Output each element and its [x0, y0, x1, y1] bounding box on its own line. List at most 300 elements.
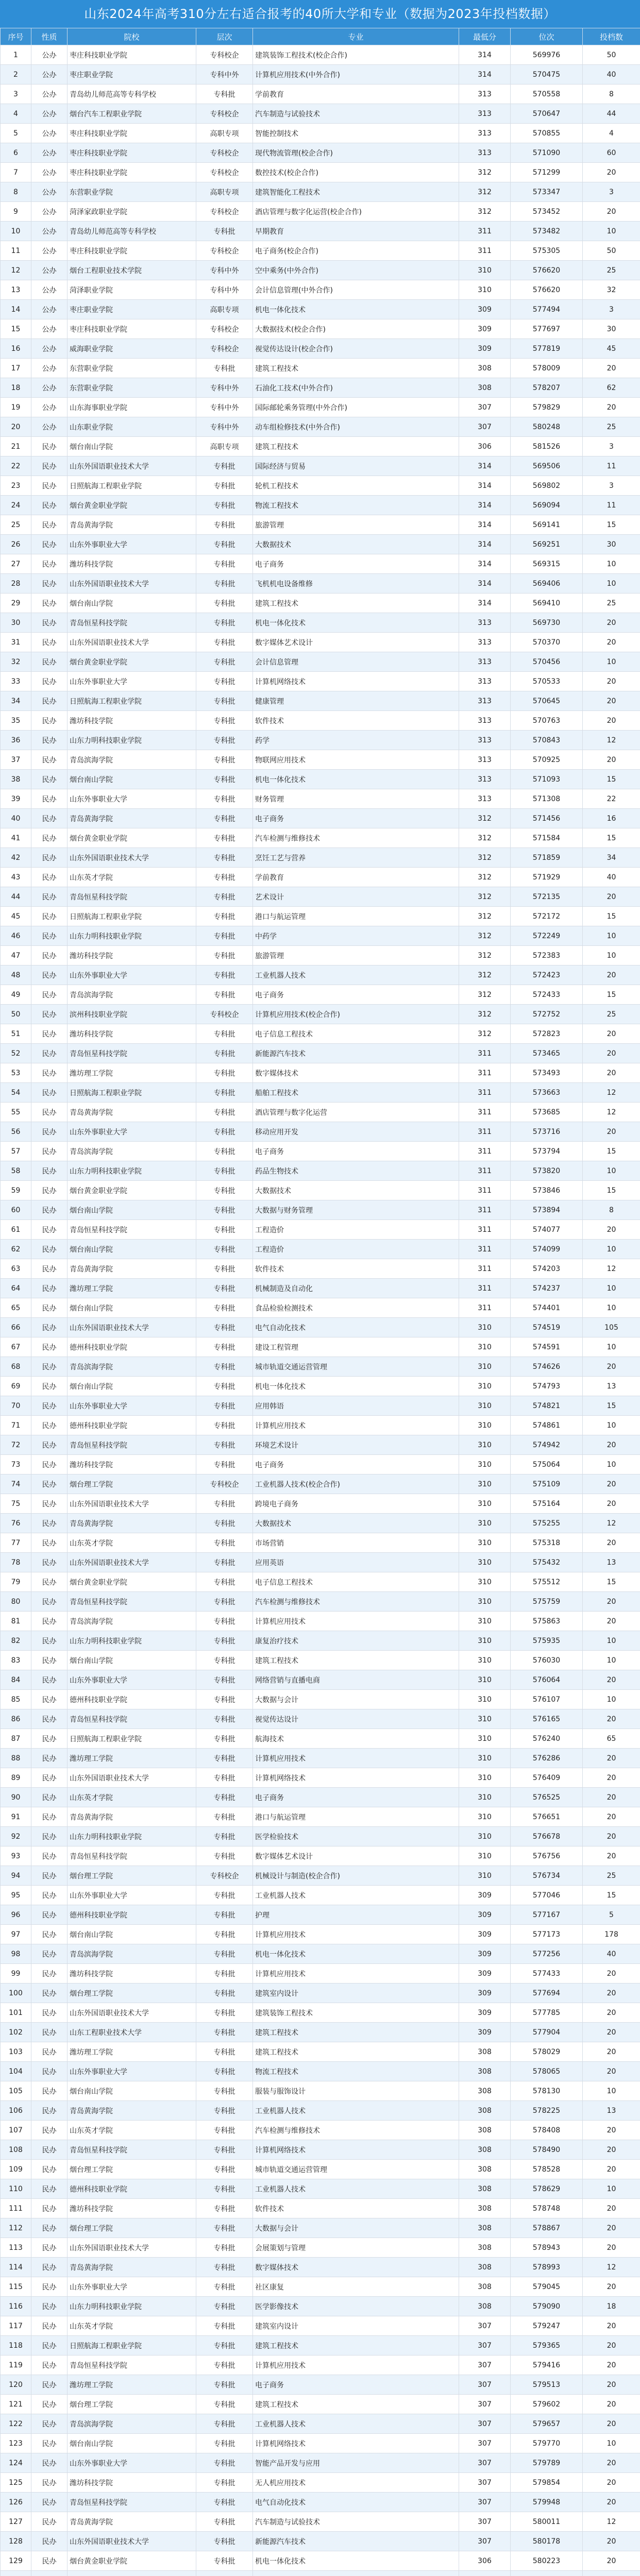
- table-row: [1, 1377, 640, 1396]
- cell-index: 109: [1, 2160, 31, 2179]
- table-row: [1, 1807, 640, 1827]
- cell-type: 公办: [31, 143, 68, 163]
- cell-index: 10: [1, 222, 31, 241]
- cell-type: 民办: [31, 2081, 68, 2101]
- cell-quota: 30: [583, 535, 640, 554]
- table-row: [1, 1612, 640, 1631]
- cell-min-score: 314: [459, 496, 511, 515]
- cell-min-score: 310: [459, 1592, 511, 1612]
- cell-min-score: 311: [459, 1122, 511, 1142]
- cell-school: 潍坊理工学院: [68, 1279, 196, 1298]
- cell-level: 专科批: [196, 1827, 253, 1846]
- cell-school: 山东英才学院: [68, 868, 196, 887]
- cell-school: 烟台南山学院: [68, 1377, 196, 1396]
- cell-major: 港口与航运管理: [253, 907, 459, 926]
- cell-type: 民办: [31, 731, 68, 750]
- cell-type: 民办: [31, 848, 68, 868]
- cell-min-score: 310: [459, 1572, 511, 1592]
- cell-level: 专科批: [196, 2473, 253, 2493]
- table-row: [1, 1435, 640, 1455]
- cell-type: 民办: [31, 2473, 68, 2493]
- cell-school: 青岛黄海学院: [68, 515, 196, 535]
- table-row: [1, 691, 640, 711]
- cell-major: 城市轨道交通运营管理: [253, 1357, 459, 1377]
- cell-quota: 10: [583, 222, 640, 241]
- cell-type: 民办: [31, 1259, 68, 1279]
- cell-index: 22: [1, 456, 31, 476]
- cell-major: 建筑装饰工程技术: [253, 2003, 459, 2023]
- cell-type: 民办: [31, 828, 68, 848]
- cell-level: 专科批: [196, 1259, 253, 1279]
- cell-major: 酒店管理与数字化运营: [253, 1103, 459, 1122]
- cell-index: 5: [1, 124, 31, 143]
- cell-major: 工程造价: [253, 1220, 459, 1240]
- cell-rank: 574237: [511, 1279, 583, 1298]
- cell-quota: 50: [583, 241, 640, 261]
- cell-type: 民办: [31, 1220, 68, 1240]
- cell-rank: 576030: [511, 1651, 583, 1670]
- table-row: [1, 2023, 640, 2042]
- cell-index: 115: [1, 2277, 31, 2297]
- cell-school: 日照航海工程职业学院: [68, 907, 196, 926]
- cell-major: 会展策划与管理: [253, 2238, 459, 2258]
- cell-quota: 20: [583, 1533, 640, 1553]
- cell-major: 软件技术: [253, 1259, 459, 1279]
- table-row: [1, 65, 640, 84]
- cell-type: 民办: [31, 2179, 68, 2199]
- cell-type: 民办: [31, 965, 68, 985]
- cell-index: 99: [1, 1964, 31, 1984]
- cell-rank: 576651: [511, 1807, 583, 1827]
- cell-min-score: 312: [459, 809, 511, 828]
- table-row: [1, 574, 640, 594]
- cell-min-score: 309: [459, 319, 511, 339]
- cell-min-score: 312: [459, 828, 511, 848]
- table-row: [1, 1044, 640, 1063]
- cell-min-score: 308: [459, 378, 511, 398]
- cell-quota: 20: [583, 1964, 640, 1984]
- table-row: [1, 45, 640, 65]
- cell-level: 专科批: [196, 691, 253, 711]
- cell-index: 125: [1, 2473, 31, 2493]
- cell-level: 专科批: [196, 2434, 253, 2453]
- cell-min-score: 313: [459, 104, 511, 124]
- cell-quota: 20: [583, 2023, 640, 2042]
- cell-quota: 12: [583, 1083, 640, 1103]
- cell-index: 7: [1, 163, 31, 182]
- cell-level: 专科批: [196, 652, 253, 672]
- cell-level: 专科批: [196, 985, 253, 1005]
- cell-level: 专科批: [196, 1455, 253, 1475]
- table-row: [1, 926, 640, 946]
- cell-major: 工业机器人技术: [253, 965, 459, 985]
- cell-min-score: 310: [459, 1729, 511, 1749]
- table-row: [1, 1651, 640, 1670]
- cell-min-score: 310: [459, 1788, 511, 1807]
- cell-school: 青岛黄海学院: [68, 2101, 196, 2121]
- cell-quota: 20: [583, 1122, 640, 1142]
- cell-rank: [511, 2571, 583, 2576]
- cell-major: 港口与航运管理: [253, 1807, 459, 1827]
- cell-level: 专科批: [196, 359, 253, 378]
- cell-major: 无人机应用技术: [253, 2473, 459, 2493]
- cell-level: 专科批: [196, 554, 253, 574]
- cell-quota: 10: [583, 1161, 640, 1181]
- cell-rank: 575255: [511, 1514, 583, 1533]
- cell-quota: 3: [583, 300, 640, 319]
- cell-level: 专科批: [196, 1905, 253, 1925]
- cell-type: 民办: [31, 1298, 68, 1318]
- cell-index: 53: [1, 1063, 31, 1083]
- cell-min-score: 310: [459, 1553, 511, 1572]
- cell-school: 日照航海工程职业学院: [68, 476, 196, 496]
- cell-quota: 12: [583, 731, 640, 750]
- cell-quota: 20: [583, 613, 640, 633]
- cell-level: 专科批: [196, 1944, 253, 1964]
- table-row: [1, 1964, 640, 1984]
- cell-level: 专科批: [196, 887, 253, 907]
- cell-min-score: 313: [459, 672, 511, 691]
- cell-index: 117: [1, 2316, 31, 2336]
- cell-index: 98: [1, 1944, 31, 1964]
- cell-major: 建筑智能化工程技术: [253, 182, 459, 202]
- cell-school: 青岛恒星科技学院: [68, 2493, 196, 2512]
- cell-level: 专科批: [196, 633, 253, 652]
- table-row: [1, 1063, 640, 1083]
- cell-min-score: 312: [459, 907, 511, 926]
- cell-type: 民办: [31, 1651, 68, 1670]
- table-row: [1, 2218, 640, 2238]
- cell-index: 94: [1, 1866, 31, 1886]
- cell-type: 民办: [31, 2140, 68, 2160]
- cell-rank: 570647: [511, 104, 583, 124]
- cell-rank: 569315: [511, 554, 583, 574]
- cell-index: 15: [1, 319, 31, 339]
- cell-type: 民办: [31, 809, 68, 828]
- cell-type: 民办: [31, 1044, 68, 1063]
- cell-type: 民办: [31, 907, 68, 926]
- cell-type: 民办: [31, 1161, 68, 1181]
- cell-min-score: 309: [459, 300, 511, 319]
- cell-level: 专科校企: [196, 104, 253, 124]
- cell-school: 菏泽家政职业学院: [68, 202, 196, 222]
- table-row: [1, 1572, 640, 1592]
- cell-rank: 580178: [511, 2532, 583, 2551]
- table-row: [1, 2238, 640, 2258]
- cell-index: 77: [1, 1533, 31, 1553]
- cell-school: 潍坊科技学院: [68, 2199, 196, 2218]
- cell-major: 学前教育: [253, 84, 459, 104]
- cell-school: 青岛恒星科技学院: [68, 1220, 196, 1240]
- cell-min-score: 312: [459, 965, 511, 985]
- cell-rank: 578009: [511, 359, 583, 378]
- cell-major: 现代物流管理(校企合作): [253, 143, 459, 163]
- cell-school: 青岛滨海学院: [68, 1612, 196, 1631]
- table-row: [1, 1846, 640, 1866]
- table-row: [1, 2336, 640, 2355]
- cell-rank: 569802: [511, 476, 583, 496]
- cell-type: 民办: [31, 1533, 68, 1553]
- cell-index: 23: [1, 476, 31, 496]
- cell-index: 95: [1, 1886, 31, 1905]
- cell-type: 民办: [31, 437, 68, 456]
- cell-major: 智能控制技术: [253, 124, 459, 143]
- cell-major: 大数据与会计: [253, 1690, 459, 1709]
- cell-min-score: [459, 2571, 511, 2576]
- cell-major: 财务管理: [253, 789, 459, 809]
- table-row: [1, 946, 640, 965]
- cell-school: 烟台南山学院: [68, 1240, 196, 1259]
- cell-rank: 573482: [511, 222, 583, 241]
- cell-index: 18: [1, 378, 31, 398]
- cell-min-score: 312: [459, 946, 511, 965]
- cell-quota: 20: [583, 711, 640, 731]
- table-row: [1, 1337, 640, 1357]
- table-row: [1, 1514, 640, 1533]
- cell-school: 山东力明科技职业学院: [68, 1161, 196, 1181]
- cell-school: 山东外事职业大学: [68, 1886, 196, 1905]
- cell-min-score: 310: [459, 1396, 511, 1416]
- cell-level: 专科批: [196, 2395, 253, 2414]
- cell-index: 128: [1, 2532, 31, 2551]
- cell-type: 民办: [31, 1788, 68, 1807]
- cell-min-score: 313: [459, 711, 511, 731]
- cell-level: 专科批: [196, 2042, 253, 2062]
- cell-level: 专科批: [196, 456, 253, 476]
- cell-rank: 571090: [511, 143, 583, 163]
- table-row: [1, 965, 640, 985]
- cell-type: 民办: [31, 1181, 68, 1200]
- cell-rank: 576620: [511, 280, 583, 300]
- cell-min-score: 312: [459, 202, 511, 222]
- cell-index: 66: [1, 1318, 31, 1337]
- cell-type: 民办: [31, 1749, 68, 1768]
- cell-min-score: 307: [459, 2473, 511, 2493]
- cell-min-score: 311: [459, 1044, 511, 1063]
- cell-major: 网络营销与直播电商: [253, 1670, 459, 1690]
- cell-type: 民办: [31, 2375, 68, 2395]
- cell-major: 视觉传达设计: [253, 1709, 459, 1729]
- cell-school: 青岛滨海学院: [68, 2414, 196, 2434]
- cell-quota: 10: [583, 1240, 640, 1259]
- cell-rank: 569976: [511, 45, 583, 65]
- cell-level: 专科批: [196, 2160, 253, 2179]
- cell-rank: 569406: [511, 574, 583, 594]
- cell-index: 83: [1, 1651, 31, 1670]
- cell-school: 山东工程职业技术大学: [68, 2023, 196, 2042]
- cell-rank: 576107: [511, 1690, 583, 1709]
- cell-min-score: 312: [459, 1024, 511, 1044]
- table-row: [1, 319, 640, 339]
- cell-school: 青岛幼儿师范高等专科学校: [68, 84, 196, 104]
- cell-min-score: 310: [459, 1631, 511, 1651]
- cell-level: 专科批: [196, 1533, 253, 1553]
- cell-level: 专科批: [196, 2121, 253, 2140]
- cell-major: 工业机器人技术: [253, 2414, 459, 2434]
- cell-major: 康复治疗技术: [253, 1631, 459, 1651]
- table-row: [1, 770, 640, 789]
- table-row: [1, 1886, 640, 1905]
- cell-major: 电气自动化技术: [253, 2493, 459, 2512]
- cell-major: 空中乘务(中外合作): [253, 261, 459, 280]
- cell-major: 建筑工程技术: [253, 2042, 459, 2062]
- table-row: [1, 202, 640, 222]
- cell-index: 126: [1, 2493, 31, 2512]
- cell-type: 民办: [31, 1572, 68, 1592]
- cell-min-score: 308: [459, 2297, 511, 2316]
- cell-type: 民办: [31, 1709, 68, 1729]
- cell-major: 应用韩语: [253, 1396, 459, 1416]
- table-row: [1, 2414, 640, 2434]
- cell-school: 枣庄职业学院: [68, 65, 196, 84]
- cell-index: 116: [1, 2297, 31, 2316]
- cell-index: 51: [1, 1024, 31, 1044]
- cell-rank: 577167: [511, 1905, 583, 1925]
- cell-level: 高职专项: [196, 300, 253, 319]
- cell-index: 14: [1, 300, 31, 319]
- cell-index: 24: [1, 496, 31, 515]
- table-row: [1, 1357, 640, 1377]
- table-row: [1, 1024, 640, 1044]
- cell-school: 枣庄科技职业学院: [68, 124, 196, 143]
- cell-level: 专科批: [196, 496, 253, 515]
- cell-index: 57: [1, 1142, 31, 1161]
- cell-level: 专科批: [196, 535, 253, 554]
- cell-quota: 20: [583, 1846, 640, 1866]
- cell-index: 97: [1, 1925, 31, 1944]
- cell-rank: 576756: [511, 1846, 583, 1866]
- cell-level: 专科校企: [196, 1005, 253, 1024]
- cell-type: 民办: [31, 1612, 68, 1631]
- cell-min-score: 310: [459, 280, 511, 300]
- table-row: [1, 750, 640, 770]
- table-row: [1, 1220, 640, 1240]
- cell-min-score: 309: [459, 2003, 511, 2023]
- cell-type: 民办: [31, 1670, 68, 1690]
- cell-index: 37: [1, 750, 31, 770]
- table-row: [1, 1455, 640, 1475]
- cell-major: 建筑工程技术: [253, 1651, 459, 1670]
- cell-school: 日照航海工程职业学院: [68, 1729, 196, 1749]
- cell-school: 山东英才学院: [68, 2316, 196, 2336]
- cell-quota: 16: [583, 809, 640, 828]
- cell-level: 专科批: [196, 2081, 253, 2101]
- cell-school: 烟台黄金职业学院: [68, 652, 196, 672]
- cell-major: 飞机机电设备维修: [253, 574, 459, 594]
- cell-school: 日照航海工程职业学院: [68, 691, 196, 711]
- cell-school: 枣庄科技职业学院: [68, 45, 196, 65]
- cell-level: 专科批: [196, 1396, 253, 1416]
- cell-major: 大数据与会计: [253, 2218, 459, 2238]
- cell-level: 专科批: [196, 750, 253, 770]
- cell-min-score: 310: [459, 1475, 511, 1494]
- cell-min-score: 310: [459, 1709, 511, 1729]
- cell-level: 专科批: [196, 2199, 253, 2218]
- cell-school: 烟台理工学院: [68, 2218, 196, 2238]
- cell-major: 机械制造及自动化: [253, 1279, 459, 1298]
- cell-level: 专科批: [196, 1886, 253, 1905]
- cell-level: 专科批: [196, 1220, 253, 1240]
- table-row: [1, 1142, 640, 1161]
- cell-rank: 571093: [511, 770, 583, 789]
- cell-rank: 578993: [511, 2258, 583, 2277]
- cell-rank: 578225: [511, 2101, 583, 2121]
- table-row: [1, 2316, 640, 2336]
- cell-index: 105: [1, 2081, 31, 2101]
- cell-index: 112: [1, 2218, 31, 2238]
- cell-quota: 20: [583, 672, 640, 691]
- cell-major: 轮机工程技术: [253, 476, 459, 496]
- cell-min-score: 308: [459, 2218, 511, 2238]
- cell-type: 民办: [31, 2238, 68, 2258]
- header-type: 性质: [31, 28, 68, 45]
- cell-major: 学前教育: [253, 868, 459, 887]
- cell-rank: 575432: [511, 1553, 583, 1572]
- cell-rank: 573465: [511, 1044, 583, 1063]
- cell-quota: 25: [583, 1866, 640, 1886]
- cell-type: 民办: [31, 1514, 68, 1533]
- table-row: [1, 672, 640, 691]
- cell-min-score: 314: [459, 456, 511, 476]
- cell-school: 青岛恒星科技学院: [68, 1846, 196, 1866]
- table-row: [1, 1240, 640, 1259]
- cell-quota: 20: [583, 2473, 640, 2493]
- cell-level: 专科校企: [196, 163, 253, 182]
- cell-type: 公办: [31, 300, 68, 319]
- cell-type: 民办: [31, 1396, 68, 1416]
- cell-index: 92: [1, 1827, 31, 1846]
- cell-level: 高职专项: [196, 124, 253, 143]
- cell-min-score: 310: [459, 1651, 511, 1670]
- cell-rank: 578130: [511, 2081, 583, 2101]
- cell-type: 公办: [31, 45, 68, 65]
- table-row: [1, 652, 640, 672]
- cell-rank: 576240: [511, 1729, 583, 1749]
- cell-school: 山东外国语职业技术大学: [68, 848, 196, 868]
- cell-quota: 10: [583, 926, 640, 946]
- cell-min-score: 311: [459, 1103, 511, 1122]
- cell-index: 4: [1, 104, 31, 124]
- cell-type: 公办: [31, 378, 68, 398]
- cell-rank: 579602: [511, 2395, 583, 2414]
- table-row: [1, 594, 640, 613]
- cell-min-score: 309: [459, 2023, 511, 2042]
- cell-min-score: 310: [459, 1807, 511, 1827]
- table-row: [1, 613, 640, 633]
- cell-rank: 575064: [511, 1455, 583, 1475]
- cell-major: 智能产品开发与应用: [253, 2453, 459, 2473]
- table-row: [1, 1866, 640, 1886]
- cell-index: 120: [1, 2375, 31, 2395]
- cell-level: 专科批: [196, 2258, 253, 2277]
- cell-type: 民办: [31, 2532, 68, 2551]
- cell-quota: 11: [583, 456, 640, 476]
- cell-school: 山东外国语职业技术大学: [68, 2532, 196, 2551]
- cell-school: 烟台黄金职业学院: [68, 496, 196, 515]
- cell-index: 127: [1, 2512, 31, 2532]
- cell-index: 72: [1, 1435, 31, 1455]
- cell-type: 民办: [31, 1866, 68, 1886]
- cell-type: 民办: [31, 613, 68, 633]
- cell-school: 烟台黄金职业学院: [68, 1181, 196, 1200]
- table-row: [1, 163, 640, 182]
- cell-quota: 60: [583, 143, 640, 163]
- cell-level: 专科批: [196, 1788, 253, 1807]
- table-row: [1, 1259, 640, 1279]
- cell-level: 专科批: [196, 2493, 253, 2512]
- cell-quota: 12: [583, 1259, 640, 1279]
- cell-type: 民办: [31, 2434, 68, 2453]
